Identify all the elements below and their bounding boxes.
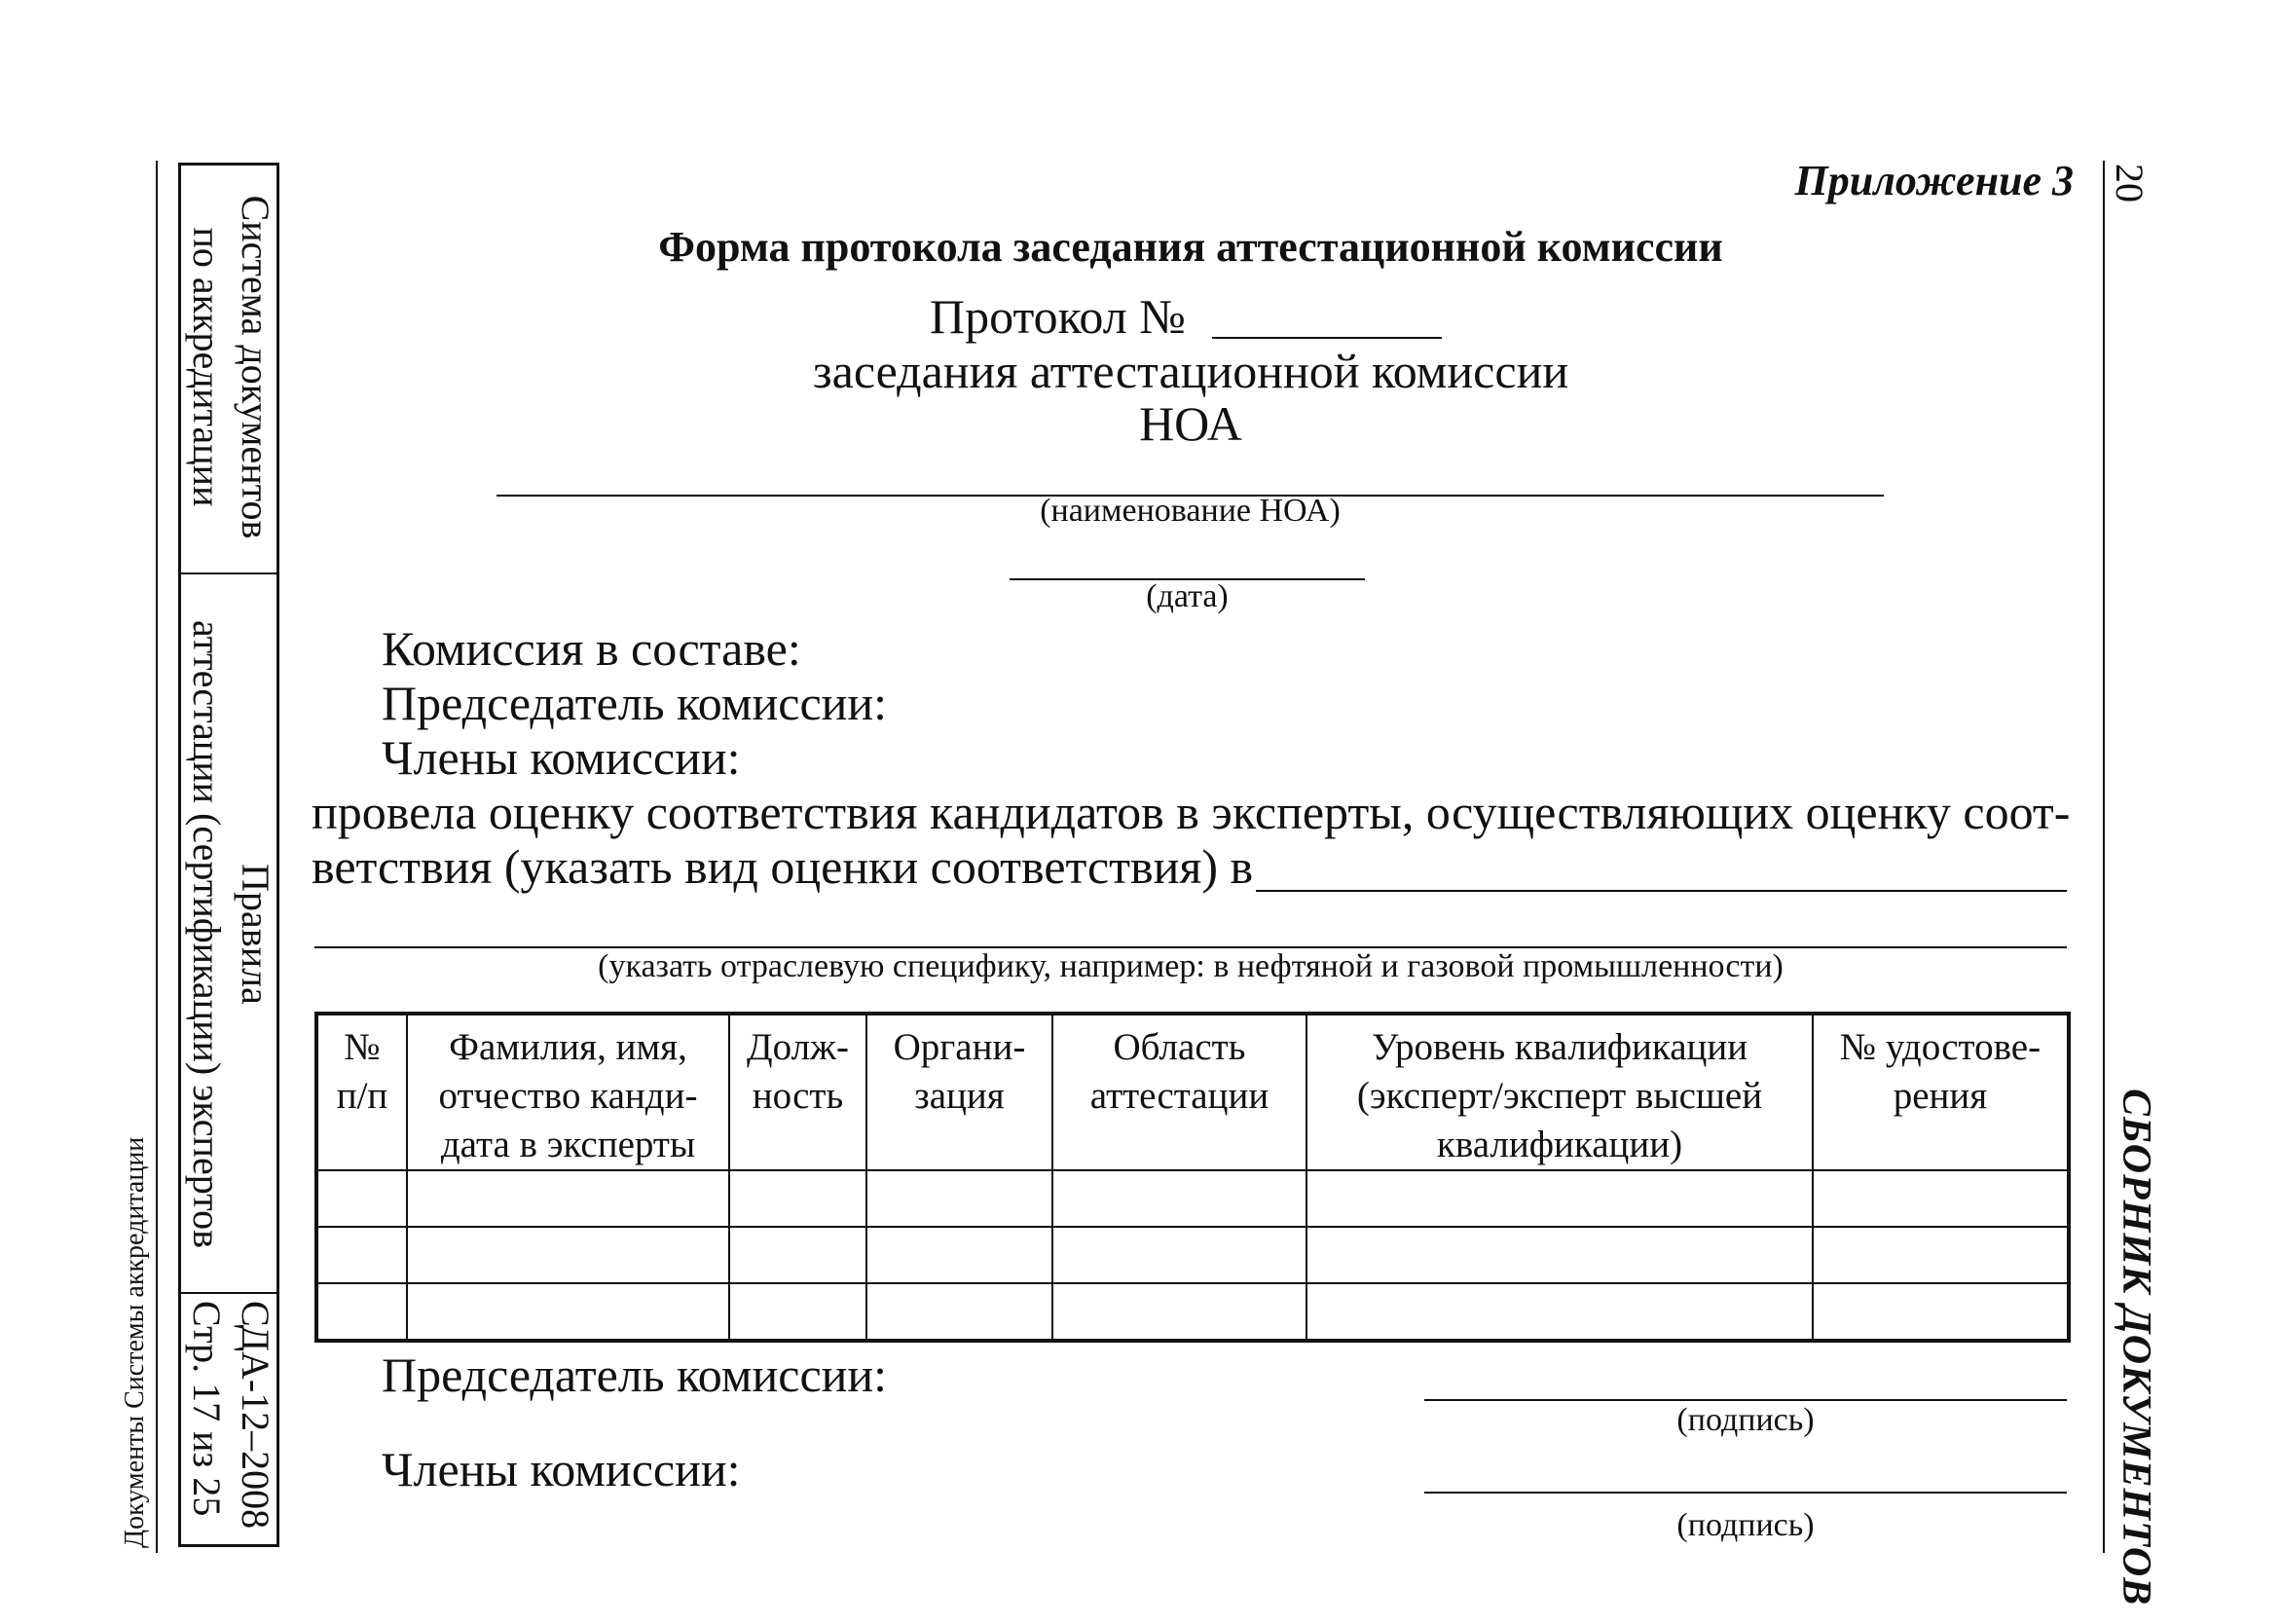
table-cell[interactable] <box>866 1283 1052 1341</box>
appendix-label: Приложение 3 <box>1794 157 2074 204</box>
table-cell[interactable] <box>1052 1283 1306 1341</box>
table-row <box>316 1227 2069 1283</box>
table-cell[interactable] <box>1306 1227 1813 1283</box>
table-cell[interactable] <box>316 1227 407 1283</box>
table-cell[interactable] <box>866 1170 1052 1227</box>
table-cell[interactable] <box>316 1170 407 1227</box>
table-header-row <box>316 1014 2069 1170</box>
assessment-paragraph-line2: ветствия (указать вид оценки соответствия) в <box>312 839 1254 894</box>
table-row <box>316 1170 2069 1227</box>
meeting-heading: заседания аттестационной комиссии <box>812 344 1569 398</box>
chairman-label: Председатель комиссии: <box>382 676 888 730</box>
table-cell[interactable] <box>407 1227 729 1283</box>
members-label: Члены комиссии: <box>382 730 741 785</box>
table-cell[interactable] <box>729 1283 866 1341</box>
noa-name-caption: (наименование НОА) <box>1040 493 1341 529</box>
col-qualification-header: Уровень квалификации (эксперт/эксперт высшей квалификации) <box>1306 1014 1813 1170</box>
col-position-header: Долж- ность <box>729 1014 866 1170</box>
collection-label: СБОРНИК ДОКУМЕНТОВ <box>2114 1089 2158 1606</box>
table-cell[interactable] <box>1052 1227 1306 1283</box>
table-cell[interactable] <box>1306 1283 1813 1341</box>
assessment-paragraph-line1: провела оценку соответствия кандидатов в эксперты, осуществляющих оценку соот- <box>312 785 2071 839</box>
table-cell[interactable] <box>866 1227 1052 1283</box>
commission-label: Комиссия в составе: <box>382 621 801 676</box>
signature-members-label: Члены комиссии: <box>382 1442 741 1496</box>
protocol-number-field <box>1212 337 1442 339</box>
table-cell[interactable] <box>1052 1170 1306 1227</box>
table-cell[interactable] <box>407 1283 729 1341</box>
date-caption: (дата) <box>1146 578 1229 614</box>
table-cell[interactable] <box>729 1170 866 1227</box>
table-row <box>316 1283 2069 1341</box>
signature-chairman-label: Председатель комиссии: <box>382 1347 888 1402</box>
col-certificate-header: № удостове- рения <box>1813 1014 2069 1170</box>
col-area-header: Область аттестации <box>1052 1014 1306 1170</box>
members-signature-field <box>1424 1492 2067 1494</box>
table-cell[interactable] <box>1813 1283 2069 1341</box>
title-block-divider-2 <box>178 1292 279 1294</box>
protocol-heading: Протокол № <box>930 289 1186 344</box>
left-rule <box>156 161 158 1553</box>
table-cell[interactable] <box>1813 1170 2069 1227</box>
title-block-divider-1 <box>178 572 279 574</box>
page-number: 20 <box>2108 164 2152 203</box>
table-cell[interactable] <box>316 1283 407 1341</box>
candidates-table <box>314 1012 2071 1343</box>
table-cell[interactable] <box>729 1227 866 1283</box>
chairman-signature-caption: (подпись) <box>1676 1402 1815 1438</box>
table-cell[interactable] <box>1813 1227 2069 1283</box>
col-number-header: № п/п <box>316 1014 407 1170</box>
document-code-label: СДА-12–2008 Стр. 17 из 25 <box>185 1301 277 1530</box>
noa-heading: НОА <box>1139 396 1242 451</box>
table-cell[interactable] <box>1306 1170 1813 1227</box>
col-name-header: Фамилия, имя, отчество канди- дата в эксперты <box>407 1014 729 1170</box>
form-title: Форма протокола заседания аттестационной комиссии <box>658 223 1723 271</box>
footer-text: Документы Системы аккредитации <box>120 1136 150 1548</box>
rules-label: Правила аттестации (сертификации) экспертов <box>185 619 277 1249</box>
col-organization-header: Органи- зация <box>866 1014 1052 1170</box>
members-signature-caption: (подпись) <box>1676 1507 1815 1543</box>
right-rule <box>2103 161 2105 1553</box>
chairman-signature-field <box>1424 1399 2067 1401</box>
industry-caption: (указать отраслевую специфику, например: в нефтяной и газовой промышленности) <box>598 948 1784 984</box>
table-cell[interactable] <box>407 1170 729 1227</box>
system-docs-label: Система документов по аккредитации <box>185 195 277 539</box>
assessment-type-field <box>1256 890 2067 892</box>
